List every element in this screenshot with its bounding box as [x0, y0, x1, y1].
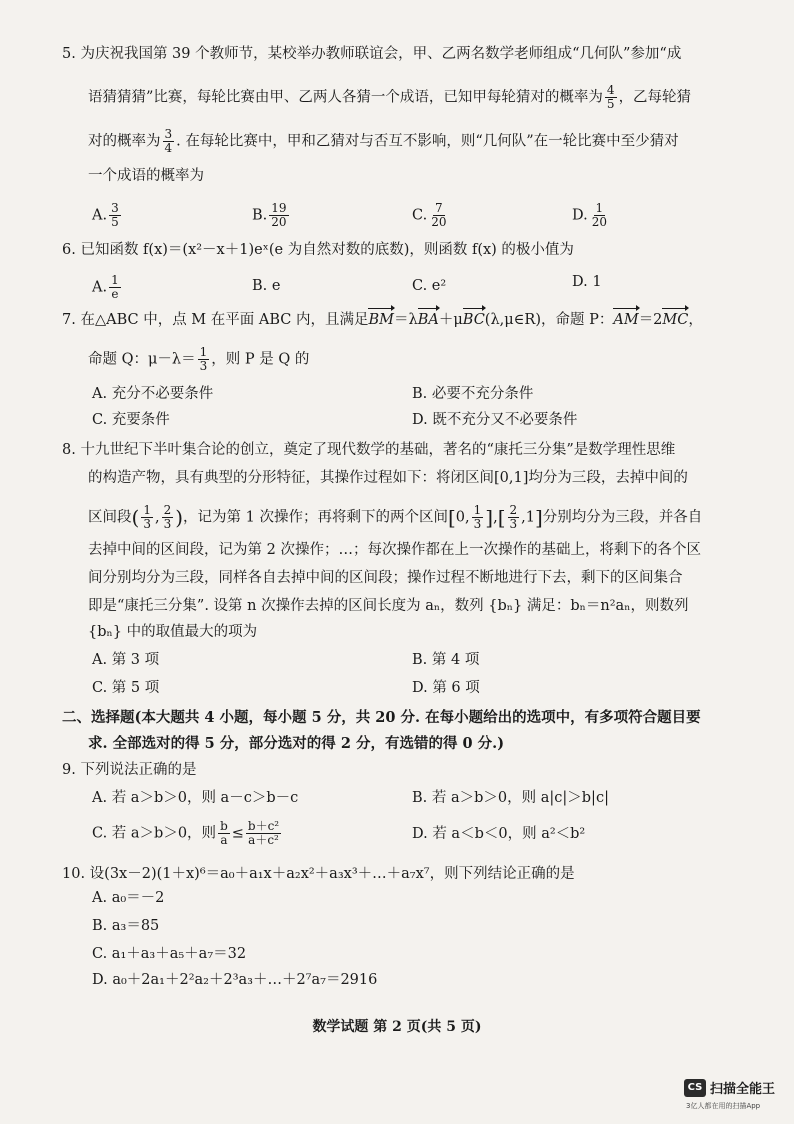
q8-option-b: B. 第 4 项 — [412, 652, 480, 668]
vector-bm: BM — [368, 312, 394, 328]
option-fraction — [109, 202, 121, 229]
q7-line2-text-b: ，则 P 是 Q 的 — [211, 351, 310, 368]
q7-option-c: C. 充要条件 — [92, 412, 170, 428]
frac-num: 19 — [271, 201, 287, 215]
frac-den: 3 — [473, 517, 482, 531]
q5-option-a — [92, 202, 123, 229]
q8-line3-text-b: ，记为第 1 次操作；再将剩下的两个区间 — [183, 509, 448, 526]
q5-option-d — [572, 202, 611, 229]
frac-den: a — [220, 833, 228, 847]
q10-line1: 10. 设(3x－2)(1＋x)⁶＝a₀＋a₁x＋a₂x²＋a₃x³＋…＋a₇x⁷，则下列结论正确的是 — [62, 866, 575, 882]
q5-line2 — [88, 84, 691, 111]
frac-num: 1 — [473, 503, 482, 517]
q8-line2: 的构造产物，具有典型的分形特征，其操作过程如下：将闭区间[0,1]均分为三段，去掉中间的 — [88, 470, 688, 486]
paren-close: ) — [175, 505, 184, 530]
q5-line1: 5. 为庆祝我国第 39 个教师节，某校举办教师联谊会，甲、乙两名数学老师组成“几何队”参加“成 — [62, 46, 682, 62]
q7-fraction — [198, 346, 210, 373]
bracket-close: ] — [534, 505, 543, 530]
page-footer: 数学试题 第 2 页(共 5 页) — [312, 1019, 482, 1035]
q9c-fraction-left — [218, 820, 230, 847]
option-label: A. — [92, 207, 108, 224]
q8-line3-text-c: 分别均分为三段，并各自 — [542, 509, 703, 526]
bracket-open: [ — [447, 505, 456, 530]
frac-den: e — [111, 287, 119, 301]
vector-ba: BA — [417, 312, 439, 328]
frac-num: 7 — [435, 201, 443, 215]
option-label: D. — [572, 207, 588, 224]
cs-logo-icon: CS — [684, 1079, 706, 1097]
q9c-le: ≤ — [231, 825, 244, 842]
frac-den: 5 — [111, 215, 119, 229]
section2-line1: 二、选择题(本大题共 4 小题，每小题 5 分，共 20 分. 在每小题给出的选项中，有多项符合题目要 — [62, 709, 701, 726]
q8-line3-text-a: 区间段 — [88, 509, 132, 526]
vector-bc: BC — [462, 312, 485, 328]
option-label: B. — [252, 207, 268, 224]
q5-line2-text-a: 语猜猜猜”比赛，每轮比赛由甲、乙两人各猜一个成语，已知甲每轮猜对的概率为 — [88, 89, 603, 106]
frac-num: 2 — [509, 503, 518, 517]
q7-option-a: A. 充分不必要条件 — [92, 386, 214, 402]
frac-den: 20 — [271, 215, 287, 229]
q8-line4: 去掉中间的区间段，记为第 2 次操作；…；每次操作都在上一次操作的基础上，将剩下的各个区 — [88, 542, 701, 558]
q7-line1 — [62, 310, 703, 330]
frac-den: 3 — [163, 517, 172, 531]
frac-den: 5 — [606, 97, 615, 111]
q9c-fraction-right — [246, 820, 281, 847]
frac-num: 1 — [111, 273, 119, 287]
q6-line1: 6. 已知函数 f(x)＝(x²－x＋1)eˣ(e 为自然对数的底数)，则函数 f(x) 的极小值为 — [62, 242, 574, 258]
option-fraction — [109, 274, 121, 301]
q7-eq3: ＝2 — [638, 312, 663, 328]
frac-den: 20 — [591, 215, 607, 229]
bracket-open: [ — [497, 505, 506, 530]
q5-line4: 一个成语的概率为 — [88, 168, 204, 184]
q5-prob-yi — [163, 128, 175, 155]
q10-option-a: A. a₀＝－2 — [92, 890, 165, 906]
frac-num: 2 — [163, 503, 172, 517]
frac-num: 1 — [595, 201, 604, 215]
q8-line7: {bₙ} 中的取值最大的项为 — [88, 624, 258, 640]
q8-line5: 间分别均分为三段，同样各自去掉中间的区间段；操作过程不断地进行下去，剩下的区间集合 — [88, 570, 683, 586]
section2-line2: 求. 全部选对的得 5 分，部分选对的得 2 分，有选错的得 0 分.) — [88, 735, 505, 752]
q5-line2-text-b: ，乙每轮猜 — [618, 89, 692, 106]
q8-option-d: D. 第 6 项 — [412, 680, 480, 696]
q8-line6: 即是“康托三分集”. 设第 n 次操作去掉的区间长度为 aₙ，数列 {bₙ} 满足：bₙ＝n²aₙ，则数列 — [88, 598, 689, 614]
interval-fraction — [472, 504, 484, 531]
q10-option-b: B. a₃＝85 — [92, 918, 160, 934]
scanner-app-name: 扫描全能王 — [710, 1082, 776, 1097]
q7-option-d: D. 既不充分又不必要条件 — [412, 412, 578, 428]
option-label: C. — [412, 207, 428, 224]
q5-line3 — [88, 128, 679, 155]
interval-fraction — [141, 504, 153, 531]
q8-option-c: C. 第 5 项 — [92, 680, 160, 696]
q7-option-b: B. 必要不充分条件 — [412, 386, 534, 402]
frac-den: 3 — [199, 359, 208, 373]
q7-eq1: ＝λ — [393, 312, 418, 328]
q9-option-b: B. 若 a＞b＞0，则 a|c|＞b|c| — [412, 790, 609, 806]
q9c-text: C. 若 a＞b＞0，则 — [92, 825, 217, 842]
q9-option-a: A. 若 a＞b＞0，则 a－c＞b－c — [92, 790, 299, 806]
frac-num: b＋c² — [247, 819, 280, 833]
q6-option-d: D. 1 — [572, 274, 602, 290]
frac-den: 4 — [164, 141, 173, 155]
q7-text-a: 7. 在△ABC 中，点 M 在平面 ABC 内，且满足 — [62, 312, 369, 328]
interval-fraction — [162, 504, 174, 531]
paren-open: ( — [131, 505, 140, 530]
q8-option-a: A. 第 3 项 — [92, 652, 160, 668]
q9-option-c — [92, 820, 283, 847]
frac-num: 4 — [606, 83, 615, 97]
option-fraction — [429, 202, 448, 229]
vector-am: AM — [613, 312, 639, 328]
q10-option-c: C. a₁＋a₃＋a₅＋a₇＝32 — [92, 946, 247, 962]
q5-option-b — [252, 202, 291, 229]
frac-num: 3 — [164, 127, 173, 141]
frac-den: 20 — [431, 215, 447, 229]
q6-option-b: B. e — [252, 278, 281, 294]
q8-line1: 8. 十九世纪下半叶集合论的创立，奠定了现代数学的基础，著名的“康托三分集”是数学理性思维 — [62, 442, 676, 458]
frac-num: 3 — [111, 201, 119, 215]
q7-line2 — [88, 346, 309, 373]
q5-line3-text-b: . 在每轮比赛中，甲和乙猜对与否互不影响，则“几何队”在一轮比赛中至少猜对 — [176, 133, 679, 150]
frac-num: 1 — [199, 345, 208, 359]
q7-text-b: (λ,μ∈R)，命题 P： — [484, 312, 614, 328]
option-fraction — [269, 202, 288, 229]
q9-option-d: D. 若 a＜b＜0，则 a²＜b² — [412, 826, 586, 842]
q5-option-c — [412, 202, 450, 229]
q5-line3-text-a: 对的概率为 — [88, 133, 161, 150]
frac-num: b — [220, 819, 228, 833]
interval-fraction — [508, 504, 520, 531]
scanner-logo — [684, 1078, 775, 1097]
interval-right: 1 — [525, 509, 535, 526]
option-fraction — [590, 202, 609, 229]
scanner-tagline: 3亿人都在用的扫描App — [686, 1102, 761, 1110]
q7-line2-text-a: 命题 Q：μ－λ＝ — [88, 351, 196, 368]
q7-eq2: ＋μ — [438, 312, 463, 328]
frac-den: 3 — [509, 517, 518, 531]
interval-left: 0 — [455, 509, 466, 526]
frac-num: 1 — [143, 503, 151, 517]
q7-text-c: ， — [688, 312, 703, 328]
q5-prob-jia — [605, 84, 617, 111]
q10-option-d: D. a₀＋2a₁＋2²a₂＋2³a₃＋…＋2⁷a₇＝2916 — [92, 972, 378, 988]
q9-line1: 9. 下列说法正确的是 — [62, 762, 197, 778]
vector-mc: MC — [662, 312, 689, 328]
bracket-close: ] — [485, 505, 494, 530]
q6-option-a — [92, 274, 123, 301]
q8-line3: 区间段( $\frac{1}{3}$ , $\frac{2}{3}$ )，记为第 1 次操作；再将剩下的两个区间[0, $\frac{1}{3}$ ],[ $\frac{2}{3}$ ,1]分别均分为三段，并各自 — [88, 503, 703, 531]
q6-option-c: C. e² — [412, 278, 447, 294]
frac-den: 3 — [143, 517, 151, 531]
frac-den: a＋c² — [248, 833, 279, 847]
option-label: A. — [92, 279, 108, 296]
